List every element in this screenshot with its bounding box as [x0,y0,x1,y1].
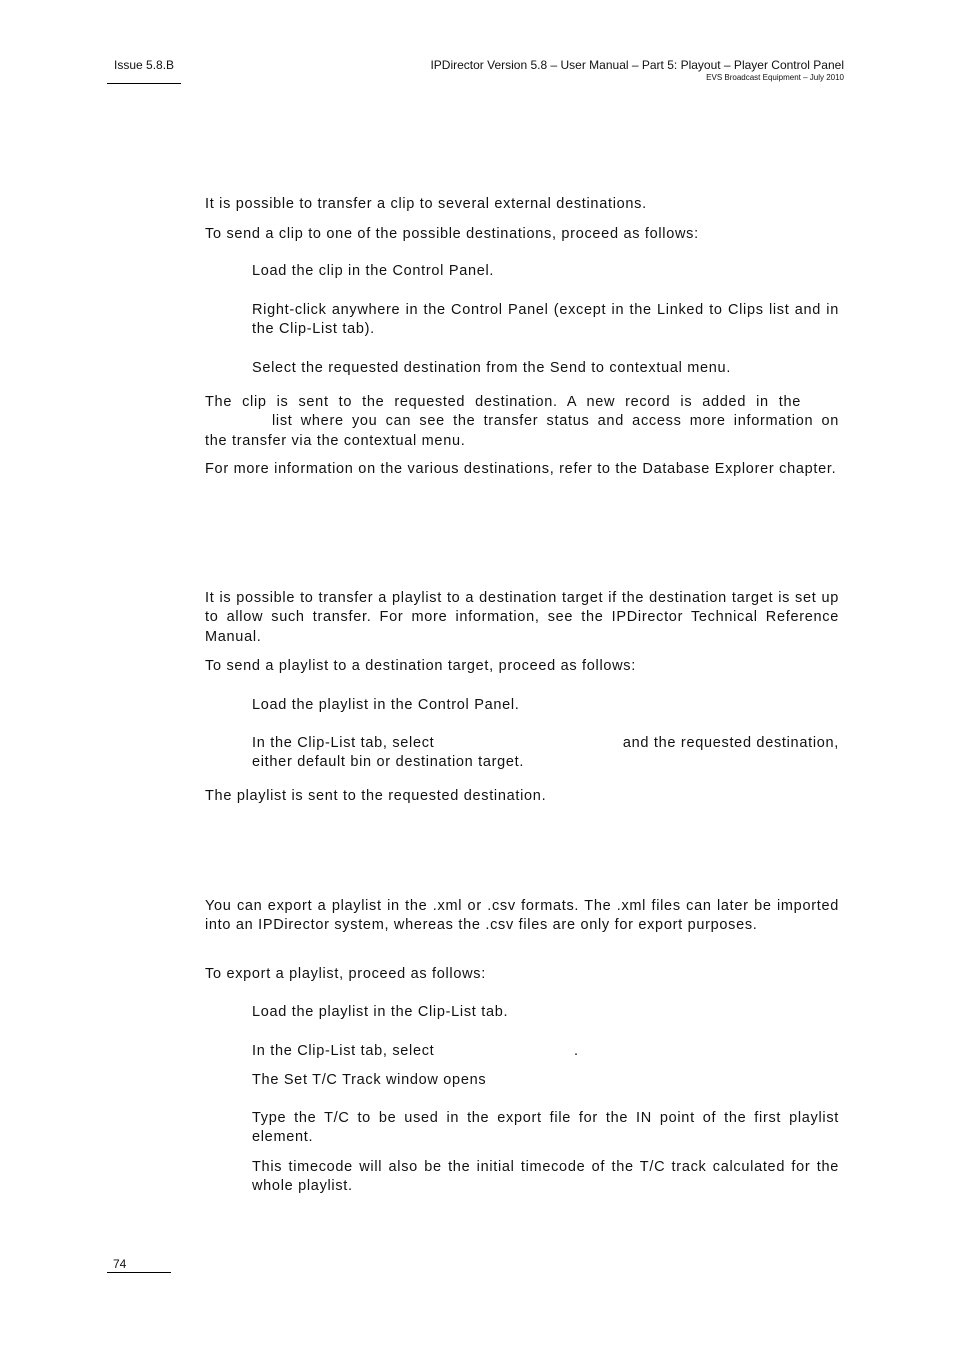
page-number: 74 [113,1257,127,1271]
send-playlist-step-2-start: In the Clip-List tab, select [252,735,435,751]
send-clip-more-info: For more information on the various destinations, refer to the Database Explorer chapter. [205,461,837,477]
export-playlist-step-2-start: In the Clip-List tab, select [252,1043,435,1059]
export-playlist-step-2-result: The Set T/C Track window opens [252,1072,487,1088]
footer-rule [107,1272,171,1273]
export-playlist-step-2 [252,1042,839,1061]
send-playlist-lead: To send a playlist to a destination target, proceed as follows: [205,658,636,674]
send-clip-step-2: Right-click anywhere in the Control Panel (except in the Linked to Clips list and in the Clip-List tab). [252,302,839,338]
send-clip-intro: It is possible to transfer a clip to several external destinations. [205,196,647,212]
export-playlist-intro: You can export a playlist in the .xml or .csv formats. The .xml files can later be imported into an IPDirector system, whereas the .csv files are only for export purposes. [205,898,839,934]
export-playlist-step-1: Load the playlist in the Clip-List tab. [252,1004,509,1020]
send-clip-lead: To send a clip to one of the possible destinations, proceed as follows: [205,226,699,242]
running-header [430,58,844,82]
send-clip-result-line-3: the transfer via the contextual menu. [205,432,466,449]
send-clip-result-line-2: list where you can see the transfer status and access more information on [272,413,839,430]
document-title: IPDirector Version 5.8 – User Manual – Part 5: Playout – Player Control Panel [430,58,844,72]
export-playlist-lead: To export a playlist, proceed as follows: [205,966,486,982]
send-clip-step-1: Load the clip in the Control Panel. [252,263,495,279]
send-playlist-step-2 [252,734,839,773]
export-playlist-step-3-note: This timecode will also be the initial timecode of the T/C track calculated for the whole playlist. [252,1159,839,1195]
send-clip-result-line-1: The clip is sent to the requested destination. A new record is added in the [205,394,801,410]
document-subtitle: EVS Broadcast Equipment – July 2010 [706,73,844,82]
header-rule [107,83,181,84]
send-playlist-step-2-end: and the requested destination, [622,735,839,751]
issue-label: Issue 5.8.B [114,58,175,72]
send-clip-result [205,393,839,451]
send-clip-step-3: Select the requested destination from the Send to contextual menu. [252,360,732,376]
send-playlist-intro: It is possible to transfer a playlist to a destination target if the destination target is set up to allow such transfer. For more information, see the IPDirector Technical Reference Manual. [205,590,839,645]
export-playlist-step-3: Type the T/C to be used in the export file for the IN point of the first playlist element. [252,1110,839,1146]
export-playlist-step-2-end: . [574,1043,579,1059]
send-playlist-step-2-cont: either default bin or destination target. [252,754,525,771]
send-playlist-result: The playlist is sent to the requested destination. [205,788,547,804]
send-playlist-step-1: Load the playlist in the Control Panel. [252,697,520,713]
